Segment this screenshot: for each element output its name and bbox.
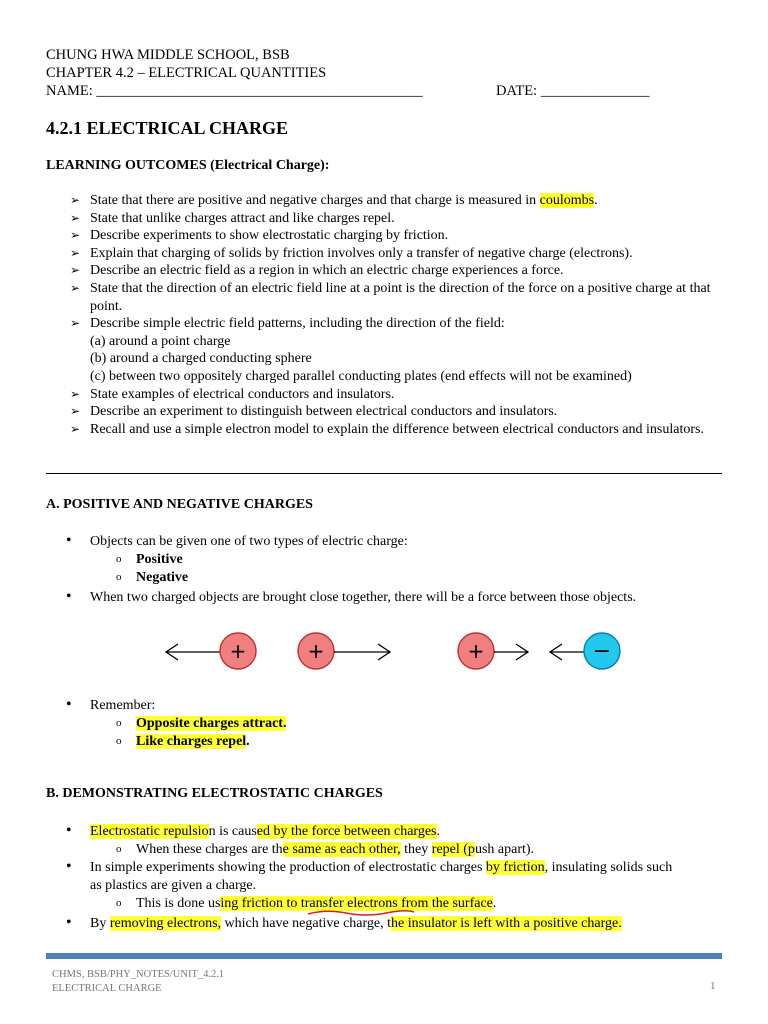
- negative-label: Negative: [136, 570, 189, 585]
- arrow-bullet-icon: ➢: [70, 263, 81, 278]
- bullet-icon: •: [66, 696, 72, 713]
- text-fragment: This is done us: [136, 896, 221, 911]
- outcome-text: State that the direction of an electric field line at a point is the direction of the force on a positive charge at that point.: [90, 280, 711, 314]
- outcome-text: State examples of electrical conductors and insulators.: [90, 386, 395, 402]
- bullet-icon: •: [66, 858, 72, 875]
- footer: [52, 968, 224, 996]
- text-fragment: n is caus: [208, 824, 257, 839]
- outcome-item: [70, 192, 730, 210]
- outcome-subitem: (b) around a charged conducting sphere: [90, 351, 312, 367]
- bullet-icon: •: [66, 822, 72, 839]
- outcome-subitem: (a) around a point charge: [90, 333, 231, 349]
- hl-removing-electrons: removing electrons,: [109, 916, 222, 931]
- remember-label: Remember:: [90, 698, 156, 713]
- outcome-item: [70, 280, 730, 315]
- footer-line-1: CHMS, BSB/PHY_NOTES/UNIT_4.2.1: [52, 969, 225, 980]
- outcome-text: State that unlike charges attract and like charges repel.: [90, 210, 395, 226]
- text-fragment: ush apart).: [474, 842, 535, 857]
- hl-by-friction: by friction: [485, 860, 545, 875]
- rule-repel-text: Like charges repel: [136, 734, 247, 749]
- text-fragment: .: [436, 824, 441, 839]
- bullet-icon: •: [66, 914, 72, 931]
- bullet-icon: •: [66, 588, 72, 605]
- plus-sign: +: [467, 639, 485, 663]
- footer-bar: [46, 953, 722, 959]
- arrow-bullet-icon: ➢: [70, 386, 81, 401]
- arrow-bullet-icon: ➢: [70, 228, 81, 243]
- rule-attract: [136, 715, 286, 733]
- chapter-title: CHAPTER 4.2 – ELECTRICAL QUANTITIES: [46, 65, 327, 81]
- section-a-heading: A. POSITIVE AND NEGATIVE CHARGES: [46, 497, 313, 512]
- hl-electrostatic-repulsion: Electrostatic repulsio: [90, 824, 209, 839]
- outcome-item: [70, 315, 730, 385]
- circle-bullet-icon: o: [116, 843, 122, 855]
- text-fragment: , insulating solids such: [544, 860, 673, 875]
- circle-bullet-icon: o: [116, 735, 122, 747]
- divider: [46, 473, 722, 474]
- text-fragment: When these charges are th: [136, 842, 283, 857]
- text-fragment: .: [492, 896, 497, 911]
- arrow-right-icon: [494, 644, 528, 660]
- outcome-text: Recall and use a simple electron model to explain the difference between electrical conductors and insulators.: [90, 421, 704, 437]
- section-a-bullet-1: Objects can be given one of two types of electric charge:: [90, 534, 408, 549]
- date-field: DATE: _______________: [496, 83, 650, 99]
- outcome-text: Describe simple electric field patterns, including the direction of the field:: [90, 316, 505, 332]
- hl-repel: repel (p: [431, 842, 475, 857]
- rule-repel: [136, 733, 250, 751]
- hl-force-between-charges: ed by the force between charges: [256, 824, 437, 839]
- outcomes-heading: LEARNING OUTCOMES (Electrical Charge):: [46, 158, 330, 173]
- name-field: NAME: _____________________________________________: [46, 83, 423, 99]
- circle-bullet-icon: o: [116, 717, 122, 729]
- charge-diagram: [0, 620, 768, 684]
- plus-sign: +: [229, 639, 247, 663]
- circle-bullet-icon: o: [116, 553, 122, 565]
- outcome-item: [70, 386, 730, 404]
- section-b-line-3-cont: as plastics are given a charge.: [90, 878, 257, 893]
- arrow-bullet-icon: ➢: [70, 316, 81, 331]
- hl-coulombs: coulombs: [539, 193, 595, 208]
- rule-repel-period: .: [246, 734, 250, 749]
- hl-same-as-each-other: e same as each other,: [282, 842, 401, 857]
- text-fragment: By: [90, 916, 110, 931]
- arrow-left-icon: [166, 644, 220, 660]
- outcome-item: [70, 245, 730, 263]
- page-title: 4.2.1 ELECTRICAL CHARGE: [46, 118, 289, 138]
- text-fragment: State that there are positive and negative charges and that charge is measured in: [90, 193, 540, 208]
- arrow-bullet-icon: ➢: [70, 421, 81, 436]
- rule-attract-text: Opposite charges attract.: [136, 716, 287, 731]
- outcome-item: [70, 210, 730, 228]
- outcome-item: [70, 421, 730, 439]
- text-fragment: In simple experiments showing the production of electrostatic charges: [90, 860, 486, 875]
- outcome-item: [70, 262, 730, 280]
- footer-line-2: ELECTRICAL CHARGE: [52, 983, 162, 994]
- outcome-text: Describe an experiment to distinguish between electrical conductors and insulators.: [90, 404, 558, 420]
- section-b-line-3: [90, 859, 672, 877]
- circle-bullet-icon: o: [116, 897, 122, 909]
- bullet-icon: •: [66, 532, 72, 549]
- outcome-item: [70, 227, 730, 245]
- section-b-line-2: [136, 841, 534, 859]
- hl-positive-charge: he insulator is left with a positive charge.: [391, 916, 622, 931]
- arrow-bullet-icon: ➢: [70, 280, 81, 295]
- text-fragment: they: [400, 842, 432, 857]
- section-a-bullet-2: When two charged objects are brought close together, there will be a force between those objects.: [90, 590, 637, 605]
- outcome-text: Explain that charging of solids by friction involves only a transfer of negative charge (electrons).: [90, 245, 633, 261]
- arrow-bullet-icon: ➢: [70, 210, 81, 225]
- outcome-text: Describe an electric field as a region in which an electric charge experiences a force.: [90, 263, 564, 279]
- minus-sign: −: [592, 639, 612, 664]
- arrow-right-icon: [334, 644, 390, 660]
- text-fragment: which have negative charge, t: [221, 916, 392, 931]
- text-fragment: .: [594, 193, 598, 208]
- outcome-item: [70, 403, 730, 421]
- outcomes-list: [70, 192, 730, 438]
- page-number: 1: [710, 980, 716, 992]
- outcome-text: Describe experiments to show electrostatic charging by friction.: [90, 228, 449, 244]
- section-b-line-1: [90, 823, 440, 841]
- arrow-bullet-icon: ➢: [70, 404, 81, 419]
- school-name: CHUNG HWA MIDDLE SCHOOL, BSB: [46, 47, 290, 63]
- circle-bullet-icon: o: [116, 571, 122, 583]
- arrow-bullet-icon: ➢: [70, 193, 81, 207]
- plus-sign: +: [307, 639, 325, 663]
- section-b-heading: B. DEMONSTRATING ELECTROSTATIC CHARGES: [46, 786, 383, 801]
- positive-label: Positive: [136, 552, 183, 567]
- arrow-bullet-icon: ➢: [70, 245, 81, 260]
- arrow-left-icon: [550, 644, 584, 660]
- hl-friction-transfer: ing friction to transfer electrons from the surface: [220, 896, 493, 911]
- section-b-line-5: [90, 915, 622, 933]
- outcome-subitem: (c) between two oppositely charged parallel conducting plates (end effects will not be examined): [90, 368, 632, 384]
